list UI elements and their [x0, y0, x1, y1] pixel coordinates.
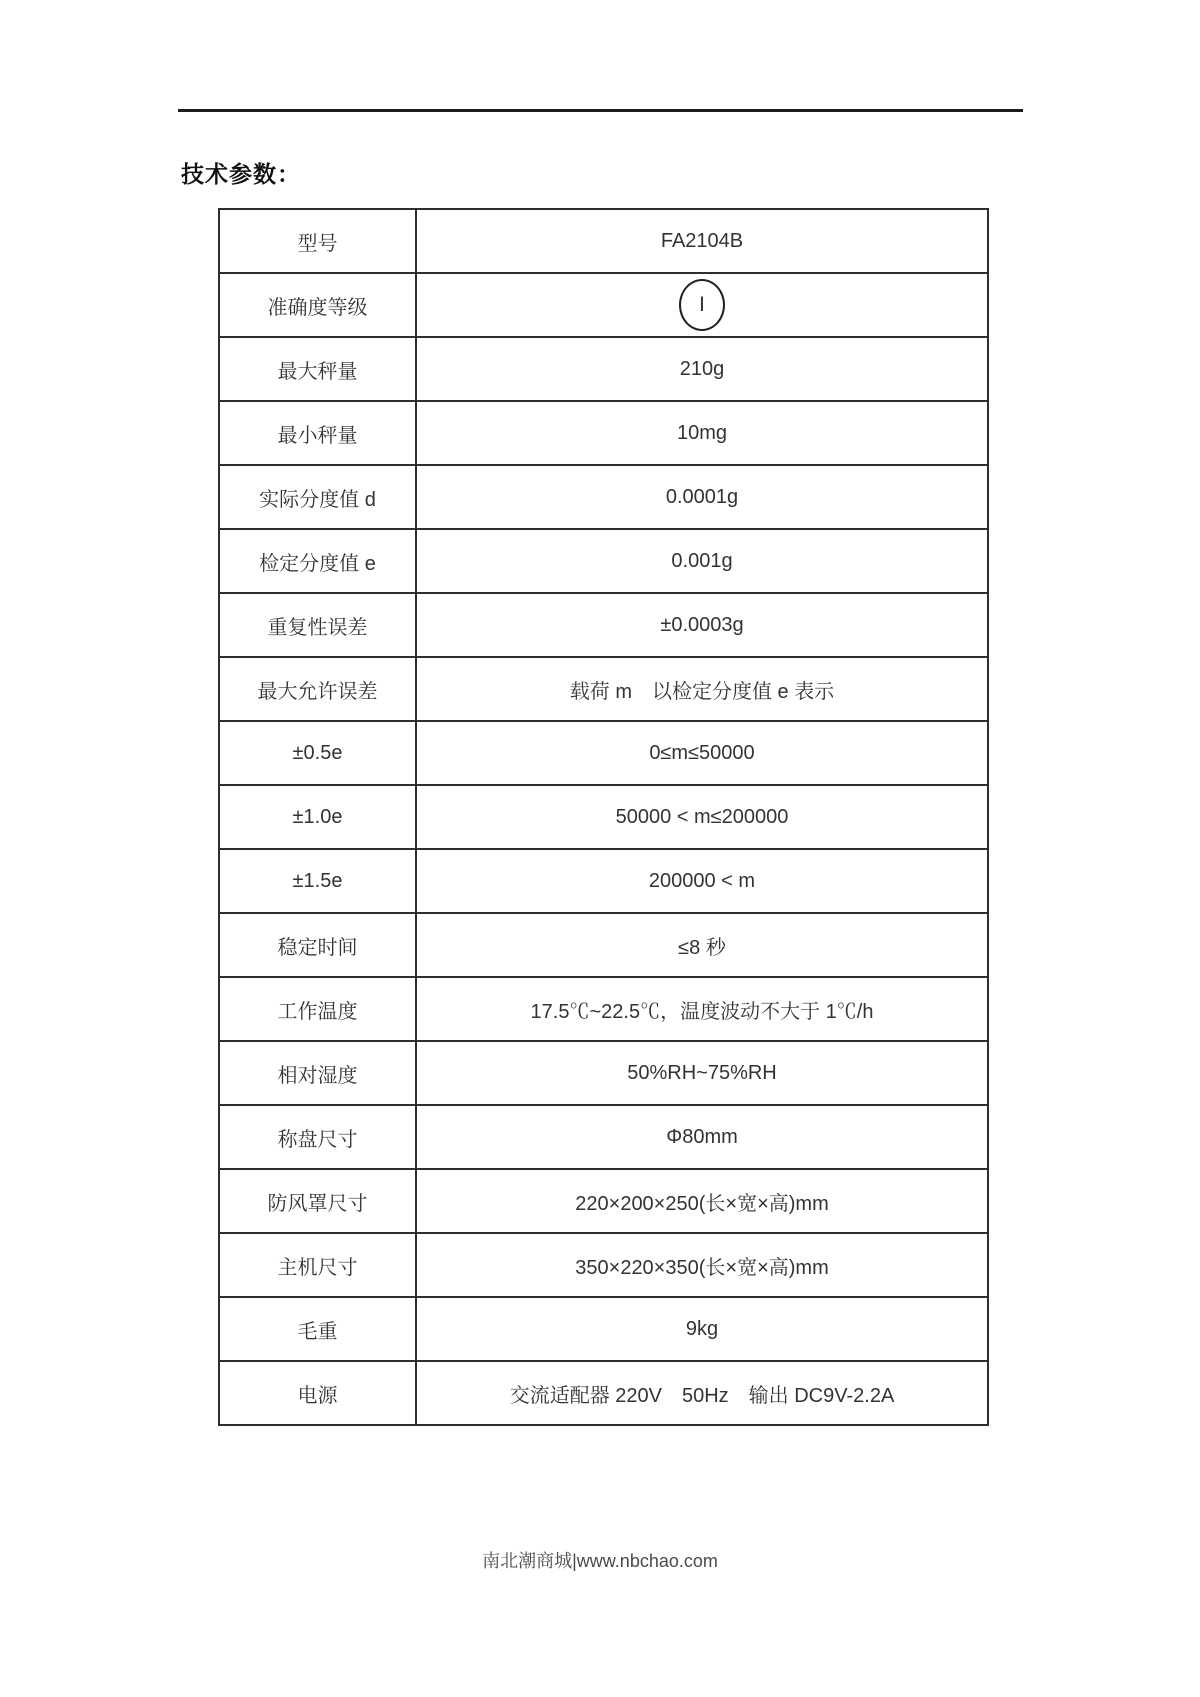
row-value: 50000 < m≤200000 [416, 785, 988, 849]
row-label: 检定分度值 e [219, 529, 416, 593]
row-label: 防风罩尺寸 [219, 1169, 416, 1233]
row-value: 50%RH~75%RH [416, 1041, 988, 1105]
row-value: 0.001g [416, 529, 988, 593]
row-value: Φ80mm [416, 1105, 988, 1169]
row-label: ±0.5e [219, 721, 416, 785]
header-divider [178, 109, 1023, 112]
table-row [219, 977, 988, 1041]
row-label: 相对湿度 [219, 1041, 416, 1105]
row-label: 稳定时间 [219, 913, 416, 977]
row-value: FA2104B [416, 209, 988, 273]
row-value: 交流适配器 220V 50Hz 输出 DC9V-2.2A [416, 1361, 988, 1425]
page-title: 技术参数： [181, 161, 301, 187]
row-value: 210g [416, 337, 988, 401]
table-row [219, 913, 988, 977]
table-row [219, 337, 988, 401]
row-label: 重复性误差 [219, 593, 416, 657]
table-row [219, 465, 988, 529]
table-row [219, 1233, 988, 1297]
footer-watermark: 南北潮商城|www.nbchao.com [482, 1551, 718, 1571]
row-value: 17.5℃~22.5℃，温度波动不大于 1℃/h [416, 977, 988, 1041]
row-label: 工作温度 [219, 977, 416, 1041]
table-row [219, 1169, 988, 1233]
table-row [219, 657, 988, 721]
spec-table [218, 208, 989, 1426]
row-label: 主机尺寸 [219, 1233, 416, 1297]
row-label: 最小秤量 [219, 401, 416, 465]
table-row [219, 1105, 988, 1169]
table-row [219, 273, 988, 337]
row-value: 200000 < m [416, 849, 988, 913]
row-value: 载荷 m 以检定分度值 e 表示 [416, 657, 988, 721]
row-value: 0≤m≤50000 [416, 721, 988, 785]
table-row [219, 1297, 988, 1361]
accuracy-class-circle: Ⅰ [679, 279, 725, 331]
row-label: 型号 [219, 209, 416, 273]
row-label: 毛重 [219, 1297, 416, 1361]
row-label: 准确度等级 [219, 273, 416, 337]
row-label: 实际分度值 d [219, 465, 416, 529]
row-value: 10mg [416, 401, 988, 465]
row-value: 350×220×350(长×宽×高)mm [416, 1233, 988, 1297]
row-value: ±0.0003g [416, 593, 988, 657]
table-row [219, 401, 988, 465]
table-row [219, 785, 988, 849]
row-label: ±1.0e [219, 785, 416, 849]
table-row [219, 209, 988, 273]
row-value: 9kg [416, 1297, 988, 1361]
row-label: 最大允许误差 [219, 657, 416, 721]
row-label: 最大秤量 [219, 337, 416, 401]
row-value: ≤8 秒 [416, 913, 988, 977]
row-value: 0.0001g [416, 465, 988, 529]
table-row [219, 721, 988, 785]
row-value: 220×200×250(长×宽×高)mm [416, 1169, 988, 1233]
table-row [219, 1041, 988, 1105]
row-label: 电源 [219, 1361, 416, 1425]
row-label: ±1.5e [219, 849, 416, 913]
table-row [219, 849, 988, 913]
row-value [416, 273, 988, 337]
table-row [219, 1361, 988, 1425]
table-row [219, 529, 988, 593]
row-label: 称盘尺寸 [219, 1105, 416, 1169]
table-row [219, 593, 988, 657]
